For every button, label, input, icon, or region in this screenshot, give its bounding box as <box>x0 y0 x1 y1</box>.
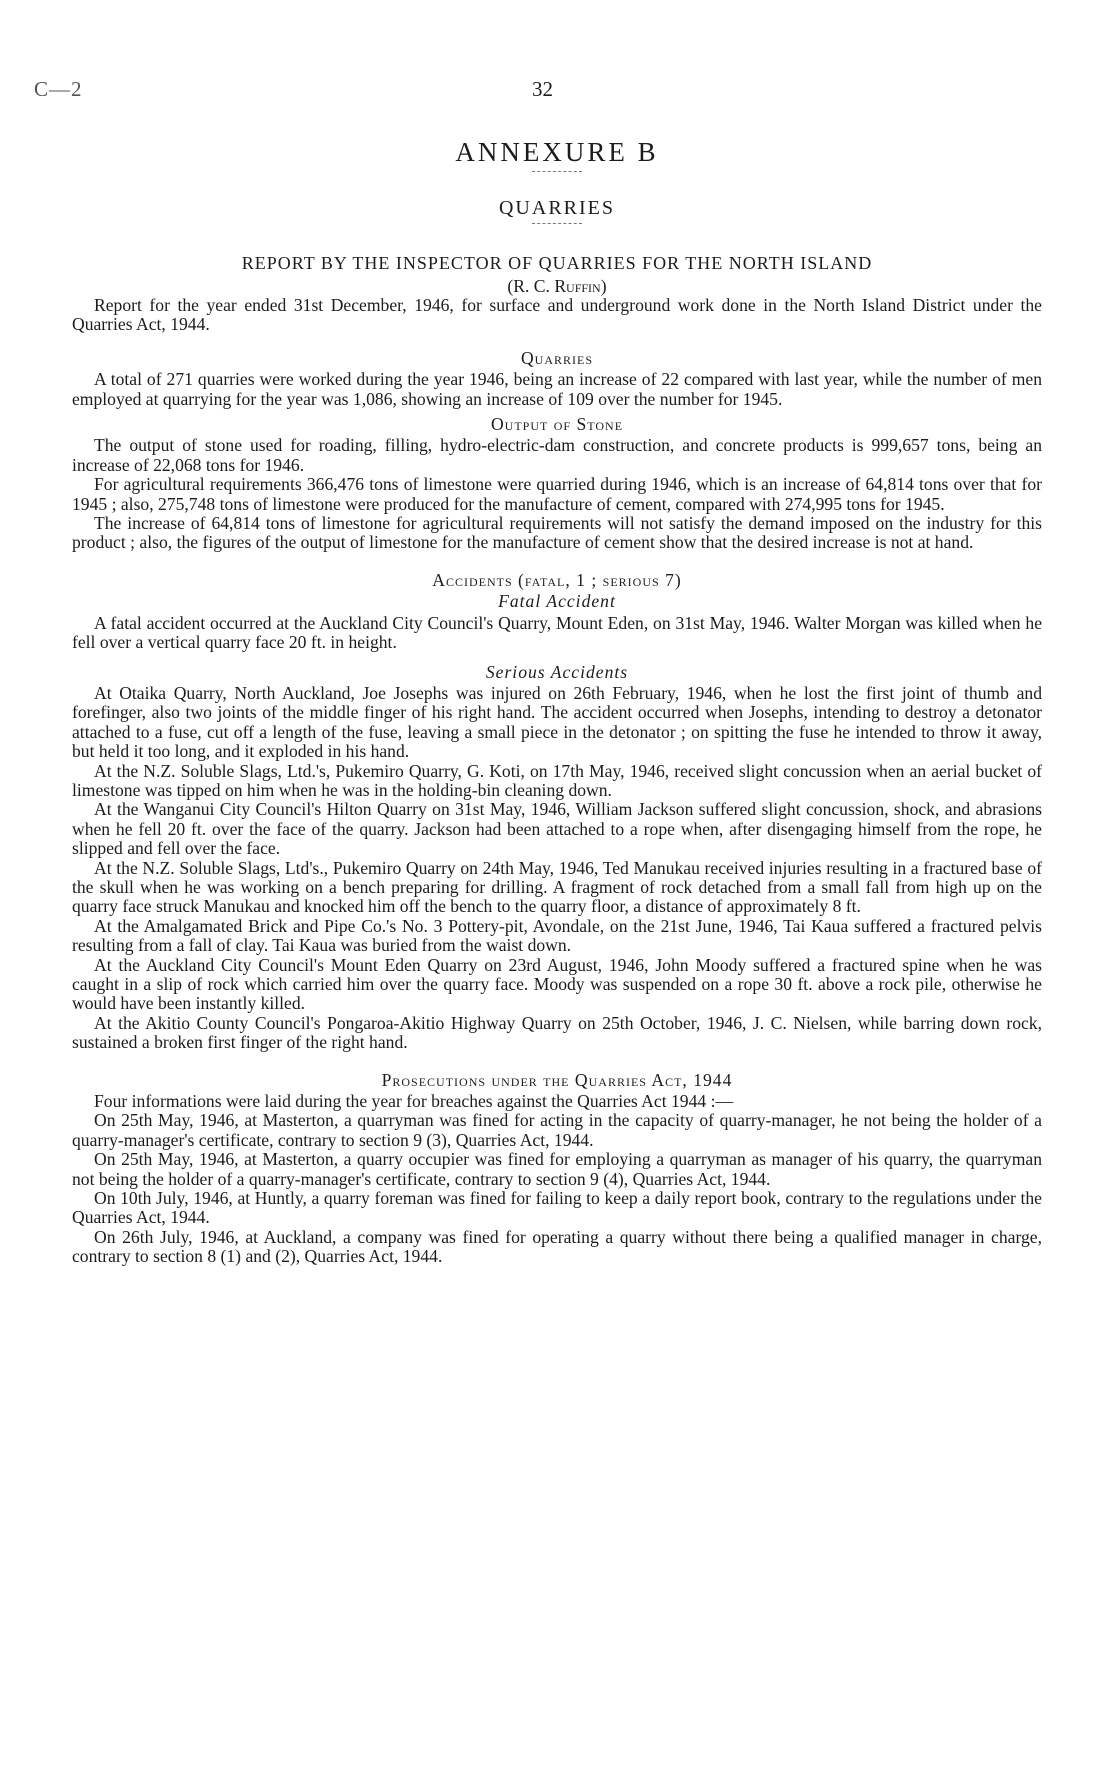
prosecution-paragraph: On 25th May, 1946, at Masterton, a quarryman was fined for acting in the capacity of quarry-manager, he not being the holder of a quarry-manager's certificate, contrary to section 9 (3), Quarries Act, 1944. <box>72 1110 1042 1150</box>
serious-accident-paragraph: At the N.Z. Soluble Slags, Ltd.'s, Pukemiro Quarry, G. Koti, on 17th May, 1946, received slight concussion when an aerial bucket of limestone was tipped on him when he was in the holding-bin cleaning down. <box>72 760 1042 800</box>
page-number: 32 <box>532 77 553 101</box>
serious-accident-paragraph: At the Amalgamated Brick and Pipe Co.'s No. 3 Pottery-pit, Avondale, on the 21st June, 1946, Tai Kaua suffered a fractured pelvis resulting from a fall of clay. Tai Kaua was buried from the waist down. <box>72 915 1042 956</box>
serious-accident-paragraph: At the Auckland City Council's Mount Eden Quarry on 23rd August, 1946, John Moody suffered a fractured spine when he was caught in a slip of rock which carried him over the quarry face. Moody was suspended on a rope 30 ft. above a rock pile, otherwise he would have been instantly killed. <box>72 954 1042 1014</box>
page-reference: C—2 <box>34 77 83 101</box>
serious-accident-paragraph: At the Wanganui City Council's Hilton Quarry on 31st May, 1946, William Jackson suffered slight concussion, shock, and abrasions when he fell 20 ft. over the face of the quarry. Jackson had been attached to a rope when, after disengaging himself from the rope, he slipped and fell over the face. <box>72 799 1042 859</box>
accidents-heading: Accidents (fatal, 1 ; serious 7) <box>432 569 682 590</box>
running-head <box>34 77 1042 106</box>
output-paragraph: For agricultural requirements 366,476 tons of limestone were quarried during 1946, which is an increase of 64,814 tons over that for 1945 ; also, 275,748 tons of limestone were produced for the manufacture of cement, compared with 274,995 tons for 1945. <box>72 474 1042 514</box>
title-divider <box>532 171 582 172</box>
serious-accident-paragraph: At the Akitio County Council's Pongaroa-Akitio Highway Quarry on 25th October, 1946, J. C. Nielsen, while barring down rock, sustained a broken first finger of the right hand. <box>72 1012 1042 1053</box>
output-paragraph: The increase of 64,814 tons of limestone for agricultural requirements will not satisfy the demand imposed on the industry for this product ; also, the figures of the output of limestone for the manufacture of cement show that the desired increase is not at hand. <box>72 513 1042 553</box>
prosecution-paragraph: On 25th May, 1946, at Masterton, a quarry occupier was fined for employing a quarryman as manager of his quarry, the quarryman not being the holder of a quarry-manager's certificate, contrary to section 9 (4), Quarries Act, 1944. <box>72 1149 1042 1189</box>
serious-accidents-heading: Serious Accidents <box>485 661 629 682</box>
output-paragraph: The output of stone used for roading, filling, hydro-electric-dam construction, and concrete products is 999,657 tons, being an increase of 22,068 tons for 1946. <box>72 435 1042 475</box>
serious-accident-paragraph: At Otaika Quarry, North Auckland, Joe Josephs was injured on 26th February, 1946, when he lost the first joint of thumb and forefinger, also two joints of the middle finger of his right hand. The accident occurred when Josephs, intending to destroy a detonator attached to a fuse, cut off a length of the fuse, leaving a small piece in the detonator ; on spitting the fuse he intended to throw it away, but held it too long, and it exploded in his hand. <box>72 682 1042 762</box>
quarries-paragraph: A total of 271 quarries were worked during the year 1946, being an increase of 22 compared with last year, while the number of men employed at quarrying for the year was 1,086, showing an increase of 109 over the number for 1945. <box>72 369 1042 409</box>
prosecution-paragraph: On 10th July, 1946, at Huntly, a quarry foreman was fined for failing to keep a daily report book, contrary to the regulations under the Quarries Act, 1944. <box>72 1188 1042 1228</box>
annexure-title: ANNEXURE B <box>455 137 659 167</box>
fatal-accident-heading: Fatal Accident <box>498 591 616 612</box>
prosecution-paragraph: On 26th July, 1946, at Auckland, a company was fined for operating a quarry without there being a qualified manager in charge, contrary to section 8 (1) and (2), Quarries Act, 1944. <box>72 1226 1042 1267</box>
serious-accident-paragraph: At the N.Z. Soluble Slags, Ltd's., Pukemiro Quarry on 24th May, 1946, Ted Manukau received injuries resulting in a fractured base of the skull when he was working on a bench preparing for drilling. A fragment of rock detached from a small fall from high up on the quarry face struck Manukau and knocked him off the bench to the quarry floor, a distance of approximately 8 ft. <box>72 857 1042 917</box>
output-heading: Output of Stone <box>490 414 624 435</box>
section-title: QUARRIES <box>498 197 615 219</box>
report-intro: Report for the year ended 31st December, 1946, for surface and underground work done in the North Island District under the Quarries Act, 1944. <box>72 295 1042 335</box>
report-title: REPORT BY THE INSPECTOR OF QUARRIES FOR THE NORTH ISLAND <box>241 253 873 273</box>
report-author: (R. C. Ruffin) <box>507 276 607 296</box>
prosecution-paragraph: Four informations were laid during the year for breaches against the Quarries Act 1944 :— <box>94 1091 734 1112</box>
prosecutions-heading: Prosecutions under the Quarries Act, 1944 <box>381 1069 733 1090</box>
section-divider <box>532 223 582 224</box>
quarries-heading: Quarries <box>520 347 594 368</box>
fatal-accident-paragraph: A fatal accident occurred at the Auckland City Council's Quarry, Mount Eden, on 31st May, 1946. Walter Morgan was killed when he fell over a vertical quarry face 20 ft. in height. <box>72 612 1042 653</box>
